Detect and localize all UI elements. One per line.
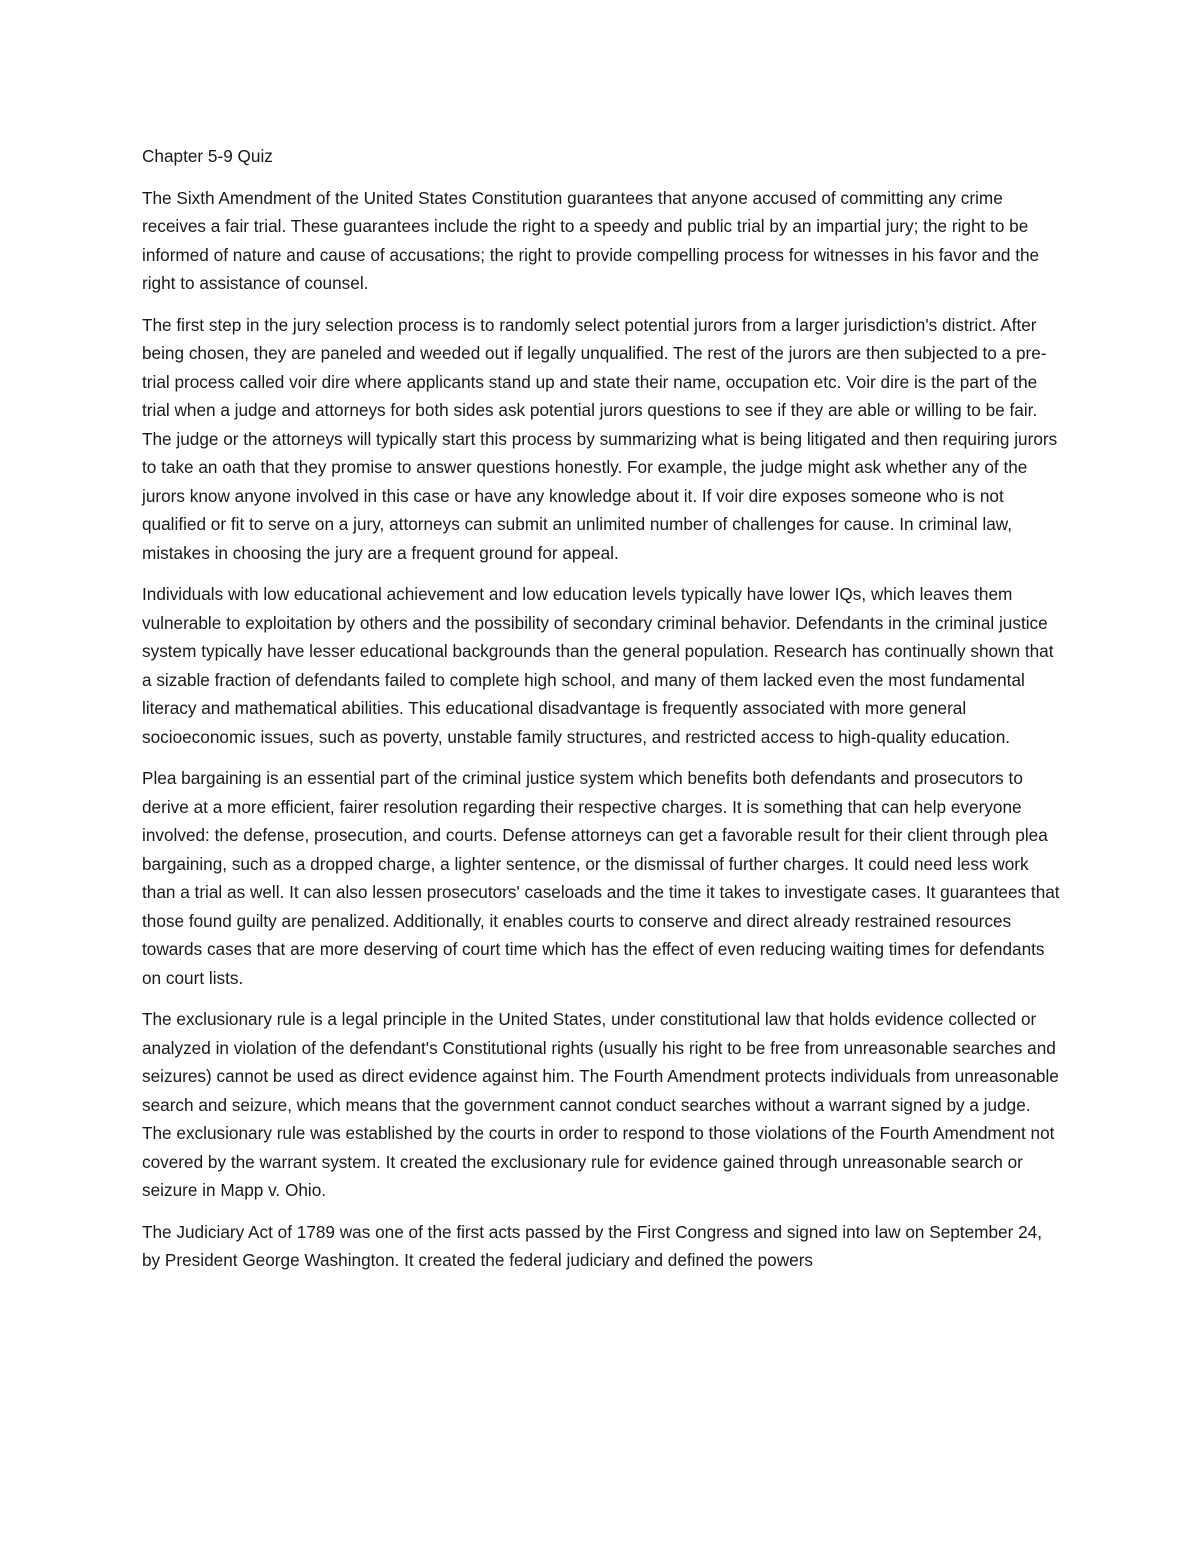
paragraph-plea-bargaining: Plea bargaining is an essential part of the criminal justice system which benefits both defendants and prosecutors to derive at a more efficient, fairer resolution regarding their respective charges. It is something that can help everyone involved: the defense, prosecution, and courts. Defense attorneys can get a favorable result for their client through plea bargaining, such as a dropped charge, a lighter sentence, or the dismissal of further charges. It could need less work than a trial as well. It can also lessen prosecutors' caseloads and the time it takes to investigate cases. It guarantees that those found guilty are penalized. Additionally, it enables courts to conserve and direct already restrained resources towards cases that are more deserving of court time which has the effect of even reducing waiting times for defendants on court lists. <box>142 768 1060 988</box>
paragraph-sixth-amendment: The Sixth Amendment of the United States Constitution guarantees that anyone accused of committing any crime receives a fair trial. These guarantees include the right to a speedy and public trial by an impartial jury; the right to be informed of nature and cause of accusations; the right to provide compelling process for witnesses in his favor and the right to assistance of counsel. <box>142 187 1040 293</box>
paragraph-exclusionary-rule: The exclusionary rule is a legal principle in the United States, under constitutional law that holds evidence collected or analyzed in violation of the defendant's Constitutional rights (usually his right to be free from unreasonable searches and seizures) cannot be used as direct evidence against him. The Fourth Amendment protects individuals from unreasonable search and seizure, which means that the government cannot conduct searches without a warrant signed by a judge. The exclusionary rule was established by the courts in order to respond to those violations of the Fourth Amendment not covered by the warrant system. It created the exclusionary rule for evidence gained through unreasonable search or seizure in Mapp v. Ohio. <box>142 1009 1059 1200</box>
paragraph-jury-selection: The first step in the jury selection process is to randomly select potential jurors from a larger jurisdiction's district. After being chosen, they are paneled and weeded out if legally unqualified. The rest of the jurors are then subjected to a pre-trial process called voir dire where applicants stand up and state their name, occupation etc. Voir dire is the part of the trial when a judge and attorneys for both sides ask potential jurors questions to see if they are able or willing to be fair. The judge or the attorneys will typically start this process by summarizing what is being litigated and then requiring jurors to take an oath that they promise to answer questions honestly. For example, the judge might ask whether any of the jurors know anyone involved in this case or have any knowledge about it. If voir dire exposes someone who is not qualified or fit to serve on a jury, attorneys can submit an unlimited number of challenges for cause. In criminal law, mistakes in choosing the jury are a frequent ground for appeal. <box>142 314 1058 563</box>
paragraph-education: Individuals with low educational achievement and low education levels typically have lower IQs, which leaves them vulnerable to exploitation by others and the possibility of secondary criminal behavior. Defendants in the criminal justice system typically have lesser educational backgrounds than the general population. Research has continually shown that a sizable fraction of defendants failed to complete high school, and many of them lacked even the most fundamental literacy and mathematical abilities. This educational disadvantage is frequently associated with more general socioeconomic issues, such as poverty, unstable family structures, and restricted access to high-quality education. <box>142 584 1054 747</box>
document-title: Chapter 5-9 Quiz <box>142 146 273 166</box>
document-body <box>142 142 1062 1288</box>
paragraph-judiciary-act: The Judiciary Act of 1789 was one of the first acts passed by the First Congress and signed into law on September 24, by President George Washington. It created the federal judiciary and defined the powers <box>142 1221 1042 1270</box>
